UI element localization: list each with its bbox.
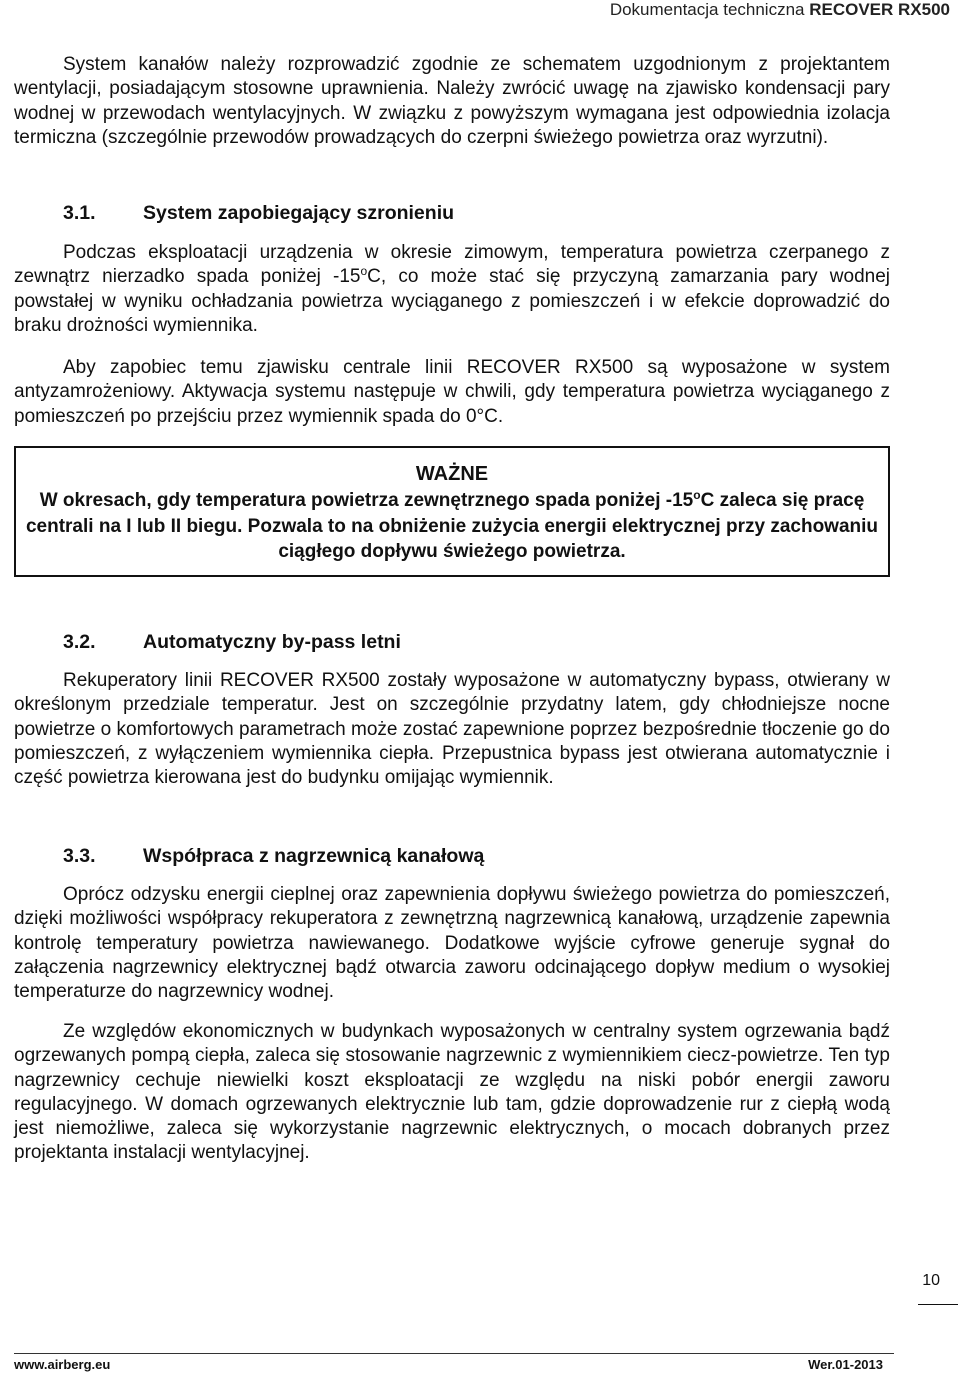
section-3-1-p1-after: C, co może stać się przyczyną zamarzania pary wodnej powstałej w wyniku ochładzania powietrza wyciąganego z pomieszczeń i w efekcie doprowadzić do braku drożności wymiennika.	[14, 266, 890, 336]
header-prefix: Dokumentacja techniczna	[609, 0, 810, 19]
section-3-3-paragraph-2: Ze względów ekonomicznych w budynkach wyposażonych w centralny system ogrzewania bądź ogrzewanych pompą ciepła, zaleca się stosowanie nagrzewnic z wymiennikiem ciecz-powietrze. Ten typ nagrzewnicy cechuje niewielki koszt eksploatacji ze względu na niski pobór energii zaworu regulacyjnego. W domach ogrzewanych elektrycznie lub tam, gdzie doprowadzenie rur z ciepłą wodą jest niemożliwe, zaleca się wykorzystanie nagrzewnic elektrycznych, o mocach dobranych przez projektanta instalacji wentylacyjnej.	[14, 1021, 890, 1164]
degree-superscript: o	[360, 264, 368, 279]
document-header	[330, 0, 950, 20]
notice-body-before: W okresach, gdy temperatura powietrza zewnętrznego spada poniżej -15	[39, 490, 694, 511]
footer-version: Wer.01-2013	[808, 1357, 883, 1372]
section-3-2-number: 3.2.	[63, 631, 96, 653]
section-3-1-p1-before: Podczas eksploatacji urządzenia w okresie zimowym, temperatura powietrza czerpanego z zewnątrz nierzadko spada poniżej -15	[14, 242, 890, 288]
section-3-2-heading	[63, 630, 401, 654]
section-3-2-paragraph-1: Rekuperatory linii RECOVER RX500 zostały wyposażone w automatyczny bypass, otwierany w określonym przedziale temperatur. Jest on szczególnie przydatny latem, gdy chłodniejsze nocne powietrze o komfortowych parametrach może zostać zapewnione poprzez bezpośrednie tłoczenie go do pomieszczeń, z wyłączeniem wymiennika ciepła. Przepustnica bypass jest otwierana automatycznie i część powietrza kierowana jest do budynku omijając wymiennik.	[14, 670, 890, 789]
section-3-1-title: System zapobiegający szronieniu	[143, 202, 455, 224]
section-3-3-heading	[63, 844, 484, 868]
section-3-1-paragraph-2: Aby zapobiec temu zjawisku centrale linii RECOVER RX500 są wyposażone w system antyzamrożeniowy. Aktywacja systemu następuje w chwili, gdy temperatura powietrza wyciąganego z pomieszczeń po przejściu przez wymiennik spada do 0°C.	[14, 357, 890, 427]
notice-title: WAŻNE	[415, 463, 489, 485]
notice-body-after: C zaleca się pracę centrali na I lub II biegu. Pozwala to na obniżenie zużycia energii elektrycznej przy zachowaniu ciągłego dopływu świeżego powietrza.	[25, 490, 879, 562]
section-3-1-number: 3.1.	[63, 202, 96, 224]
section-3-3-paragraph-1: Oprócz odzysku energii cieplnej oraz zapewnienia dopływu świeżego powietrza do pomieszczeń, dzięki możliwości współpracy rekuperatora z zewnętrzną nagrzewnicą kanałową, urządzenie zapewnia kontrolę temperatury powietrza nawiewanego. Dodatkowe wyjście cyfrowe generuje sygnał do załączenia nagrzewnicy elektrycznej bądź otwarcia zaworu odcinającego dopływ medium o wysokiej temperaturze do nagrzewnicy wodnej.	[14, 884, 890, 1003]
page-number: 10	[922, 1272, 940, 1289]
footer-divider	[14, 1353, 894, 1354]
important-notice-box	[14, 446, 890, 577]
footer-website: www.airberg.eu	[14, 1357, 111, 1372]
degree-superscript: o	[693, 488, 701, 502]
section-3-3-number: 3.3.	[63, 845, 96, 867]
section-3-1-paragraph-1	[14, 241, 890, 338]
notice-body	[16, 488, 888, 565]
header-product: RECOVER RX500	[809, 0, 950, 19]
section-3-2-title: Automatyczny by-pass letni	[143, 631, 401, 653]
intro-paragraph: System kanałów należy rozprowadzić zgodnie ze schematem uzgodnionym z projektantem wentylacji, posiadającym stosowne uprawnienia. Należy zwrócić uwagę na zjawisko kondensacji pary wodnej w przewodach wentylacyjnych. W związku z powyższym wymagana jest odpowiednia izolacja termiczna (szczególnie przewodów prowadzących do czerpni świeżego powietrza oraz wyrzutni).	[14, 54, 890, 148]
section-3-1-heading	[63, 201, 454, 225]
page-number-divider	[918, 1304, 958, 1305]
section-3-3-title: Współpraca z nagrzewnicą kanałową	[143, 845, 485, 867]
